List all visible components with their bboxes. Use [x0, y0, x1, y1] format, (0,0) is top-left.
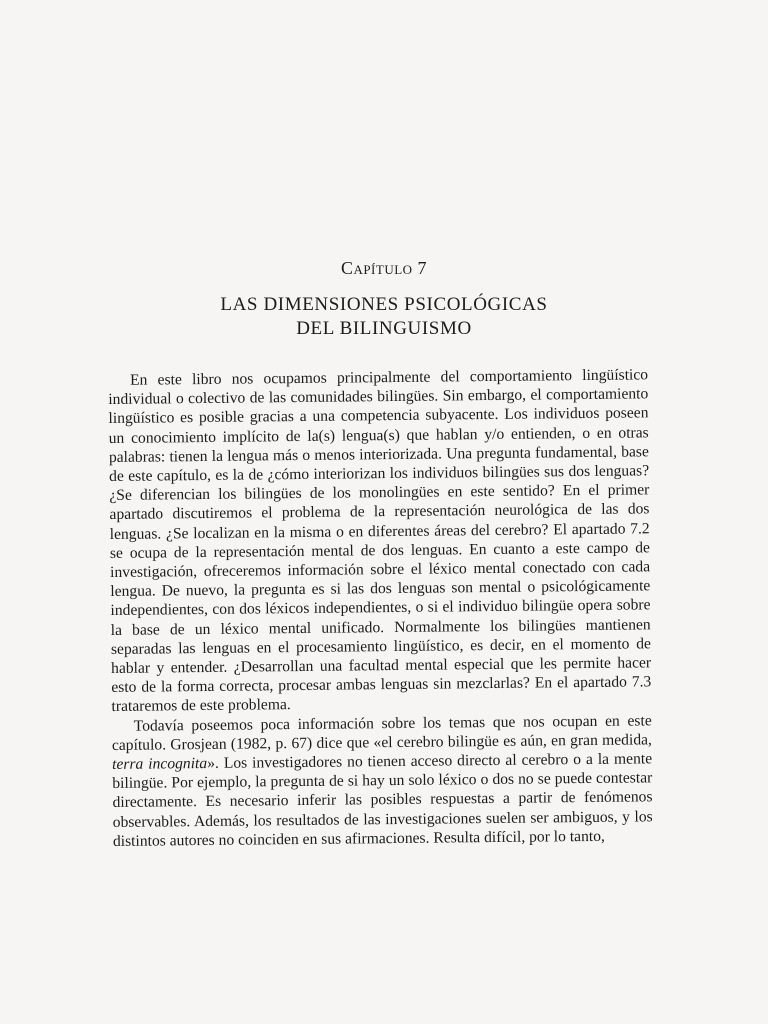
chapter-number: Capítulo 7	[340, 258, 428, 278]
chapter-title-line-1: LAS DIMENSIONES PSICOLÓGICAS	[220, 294, 548, 315]
paragraph-2	[112, 711, 653, 851]
chapter-title	[0, 293, 768, 341]
paragraph-1: En este libro nos ocupamos principalmente del comportamiento lingüístico individual o colectivo de las comunidades bilingües. Sin embargo, el comportamiento lingüístico es posible gracias a una competencia subyacente. Los individuos poseen un conocimiento implícito de la(s) lengua(s) que hablan y/o entienden, o en otras palabras: tienen la lengua más o menos interiorizada. Una pregunta fundamental, base de este capítulo, es la de ¿cómo interiorizan los individuos bilingües sus dos lenguas? ¿Se diferencian los bilingües de los monolingües en este sentido? En el primer apartado discutiremos el problema de la representación neurológica de las dos lenguas. ¿Se localizan en la misma o en diferentes áreas del cerebro? El apartado 7.2 se ocupa de la representación mental de dos lenguas. En cuanto a este campo de investigación, ofreceremos información sobre el léxico mental conectado con cada lengua. De nuevo, la pregunta es si las dos lenguas son mental o psicológicamente independientes, con dos léxicos independientes, o si el individuo bilingüe opera sobre la base de un léxico mental unificado. Normalmente los bilingües mantienen separadas las lenguas en el procesamiento lingüístico, es decir, en el momento de hablar y entender. ¿Desarrollan una facultad mental especial que les permite hacer esto de la forma correcta, procesar ambas lenguas sin mezclarlas? En el apartado 7.3 trataremos de este problema.	[108, 366, 652, 716]
chapter-title-line-2: DEL BILINGUISMO	[296, 318, 472, 339]
italic-term: terra incognita	[112, 755, 208, 774]
paragraph-2-start: Todavía poseemos poca información sobre los temas que nos ocupan en este capítulo. Grosjean (1982, p. 67) dice que «el cerebro bilingüe es aún, en gran medida,	[111, 711, 652, 754]
paragraph-2-end: ». Los investigadores no tienen acceso directo al cerebro o a la mente bilingüe. Por ejemplo, la pregunta de si hay un solo léxico o dos no se puede contestar directamente. Es necesario inferir las posibles respuestas a partir de fenómenos observables. Además, los resultados de las investigaciones suelen ser ambiguos, y los distintos autores no coinciden en sus afirmaciones. Resulta difícil, por lo tanto,	[112, 750, 653, 850]
body-text	[108, 365, 653, 851]
